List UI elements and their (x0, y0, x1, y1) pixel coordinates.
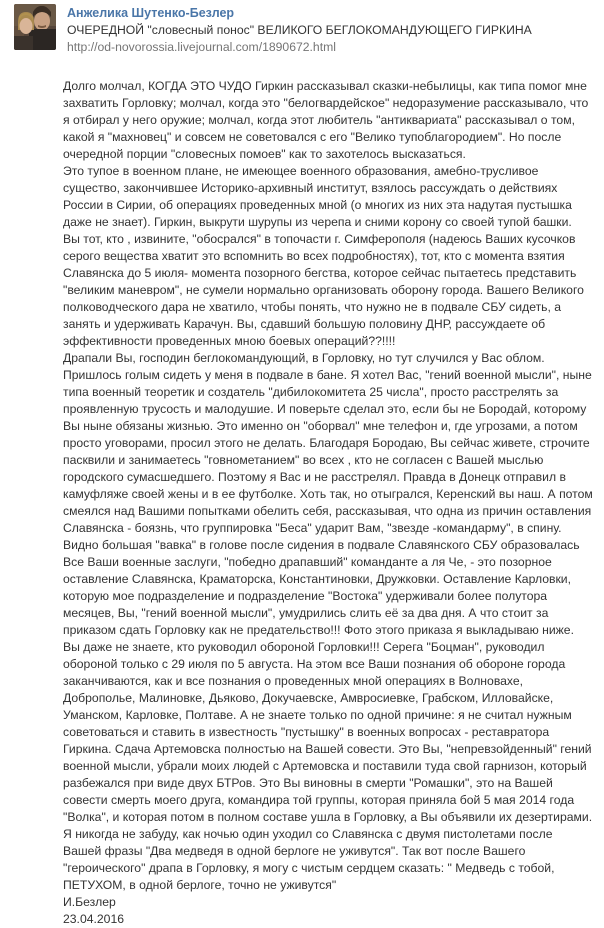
couple-photo-icon (14, 4, 56, 50)
post-paragraphs (63, 78, 593, 894)
body-paragraph: Вы тот, кто , извините, "обосрался" в топочасти г. Симферополя (надеюсь Ваших кусочков серого вещества хватит это вспомнить во всех подробностях), тот, кто с момента взятия Славянска до 5 июля- момента позорного бегства, которое сейчас пытаетесь представить "великим маневром", не сумели нормально организовать оборону города. Вашего Великого полководческого дара не хватило, чтобы понять, что нужно не в подвале СБУ сидеть, а занять и удерживать Карачун. Вы, сдавший большую половину ДНР, рассуждаете об эффективности проведенных мною боевых операций??!!!! (63, 232, 584, 348)
post-header-text (56, 4, 532, 55)
body-paragraph: Все Ваши военные заслуги, "победно драпавший" команданте а ля Че, - это позорное оставление Славянска, Краматорска, Константиновки, Дружковки. Оставление Карловки, которую мое подразделение и подразделение "Востока" удерживали более полутора месяцев, Вы, "гений военной мысли", умудрились слить её за два дня. А что стоит за приказом сдать Горловку как не предательство!!! Фото этого приказа я выкладываю ниже. Вы даже не знаете, кто руководил обороной Горловки!!! Серега "Боцман", руководил обороной только с 29 июля по 5 августа. На этом все Ваши познания об обороне города заканчиваются, как и все познания о проведенных мной операциях в Волновахе, Доброполье, Малиновке, Дьяково, Докучаевске, Амвросиевке, Грабском, Илловайске, Уманском, Карловке, Полтаве. А не знаете только по одной причине: я не считал нужным советоваться и ставить в известность "пустышку" в военных вопросах - реставратора Гиркина. Сдача Артемовска полностью на Вашей совести. Это Вы, "непревзойденный" гений военной мысли, убрали моих людей с Артемовска и поставили туда свой гарнизон, который разбежался при виде двух БТРов. Это Вы виновны в смерти "Ромашки", это на Вашей совести смерть моего друга, командира той группы, которая приняла бой 5 мая 2014 года "Волка", и которая потом в полном составе ушла в Горловку, а Вы объявили их дезертирами. Я никогда не забуду, как ночью один уходил со Славянска с двумя пистолетами после Вашей фразы "Два медведя в одной берлоге не уживутся". Так вот после Вашего "героического" драпа в Горловку, я могу с чистым сердцем сказать: " Медведь с тобой, ПЕТУХОМ, в одной берлоге, точно не уживутся" (63, 555, 593, 892)
post-header (0, 0, 604, 55)
avatar[interactable] (14, 4, 56, 50)
signature: И.Безлер (63, 895, 116, 909)
body-paragraph: Долго молчал, КОГДА ЭТО ЧУДО Гиркин рассказывал сказки-небылицы, как типа помог мне захватить Горловку; молчал, когда это "белогвардейское" недоразумение рассказывало, что я отбирал у него оружие; молчал, когда этот любитель "антиквариата" рассказывал о том, какой я "махновец" и совсем не советовался с его "Велико тупоблагородием". Но после очередной порции "словесных помоев" как то захотелось высказаться. (63, 79, 589, 161)
post-headline: ОЧЕРЕДНОЙ "словесный понос" ВЕЛИКОГО БЕГЛОКОМАНДУЮЩЕГО ГИРКИНА (67, 23, 532, 37)
author-name-link[interactable]: Анжелика Шутенко-Безлер (67, 6, 235, 20)
body-paragraph: Драпали Вы, господин беглокомандующий, в Горловку, но тут случился у Вас облом. Пришлось голым сидеть у меня в подвале в бане. Я хотел Вас, "гений военной мысли", ныне типа военный теоретик и создатель "дибилокомитета 25 числа", просто расстрелять за проявленную трусость и малодушие. И поверьте сделал это, если бы не Бородай, которому Вы ныне обязаны жизнью. Это именно он "оборвал" мне телефон и, где угрозами, а потом просто уговорами, просил этого не делать. Благодаря Бородаю, Вы сейчас живете, строчите пасквили и занимаетесь "говнометанием" во всех , кто не согласен с Вашей мыслью городского сумасшедшего. Поэтому я Вас и не расстрелял. Правда в Донецк отправил в камуфляже своей жены и в ее футболке. Хоть так, но отыгрался, Керенский вы наш. А потом смеялся над Вашими попытками обелить себя, рассказывая, что одна из причин оставления Славянска - боязнь, что группировка "Беса" ударит Вам, "звезде -командарму", в спину. Видно большая "вавка" в голове после сидения в подвале Славянского СБУ образовалась (63, 351, 593, 552)
post-body (0, 55, 604, 928)
post-url-link[interactable]: http://od-novorossia.livejournal.com/1890672.html (67, 40, 336, 54)
post-date: 23.04.2016 (63, 912, 124, 926)
body-paragraph: Это тупое в военном плане, не имеющее военного образования, амебно-трусливое существо, закончившее Историко-архивный институт, взялось рассуждать о действиях России в Сирии, об операциях проведенных мной (о многих из них эта надутая пустышка даже не знает). Гиркин, выкрути шурупы из черепа и сними корону со своей тупой башки. (63, 164, 572, 229)
